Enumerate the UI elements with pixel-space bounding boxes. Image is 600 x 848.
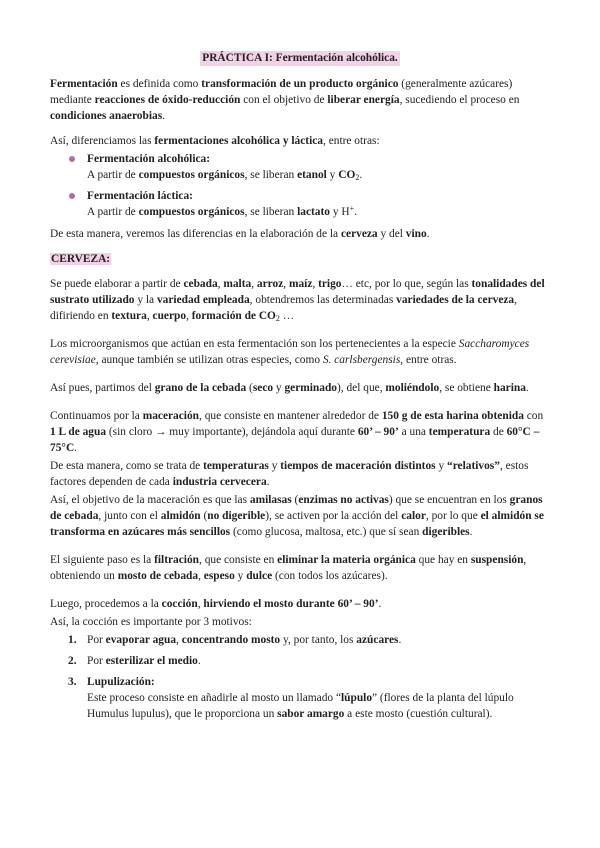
page-title: PRÁCTICA I: Fermentación alcohólica. <box>202 52 398 64</box>
lupulization-description: Este proceso consiste en añadirle al mosto un llamado “lúpulo” (flores de la planta del lúpulo Humulus lupulus), que le proporciona un sabor amargo a este mosto (cuestión cultural). <box>87 692 514 720</box>
reasons-list <box>50 632 550 690</box>
cooking-paragraph: Luego, procedemos a la cocción, hirviendo el mosto durante 60’ – 90’. <box>50 598 382 610</box>
list-item: 3. Lupulización: <box>68 676 155 688</box>
intro-paragraph: Fermentación es definida como transformación de un producto orgánico (generalmente azúcares) mediante reacciones de óxido-reducción con el objetivo de liberar energía, sucediendo el proceso en condiciones anaerobias. <box>50 78 520 122</box>
list-item: 1. Por evaporar agua, concentrando mosto y, por tanto, los azúcares. <box>68 634 402 646</box>
bullet-list <box>50 151 550 220</box>
manera-paragraph: De esta manera, veremos las diferencias en la elaboración de la cerveza y del vino. <box>50 228 430 240</box>
title-wrap <box>50 50 550 66</box>
bullet-item-lactic: Fermentación láctica: <box>50 188 550 204</box>
amylase-paragraph: Así, el objetivo de la maceración es que las amilasas (enzimas no activas) que se encuentran en los granos de cebada, junto con el almidón (no digerible), se activen por la acción del calor, por lo que el almidón se transforma en azúcares más sencillos (como glucosa, maltosa, etc.) que sí sean digeribles. <box>50 494 544 538</box>
microorganisms-paragraph: Los microorganismos que actúan en esta fermentación son los pertenecientes a la especie Saccharomyces cerevisiae, aunque también se utilizan otras especies, como S. carlsbergensis, entre otras. <box>50 338 530 366</box>
sources-paragraph: Se puede elaborar a partir de cebada, malta, arroz, maíz, trigo… etc, por lo que, según las tonalidades del sustrato utilizado y la variedad empleada, obtendremos las determinadas variedades de la cerveza, difiriendo en textura, cuerpo, formación de $CO_2$ … <box>50 278 545 323</box>
reasons-intro: Así, la cocción es importante por 3 motivos: <box>50 616 252 628</box>
bullet-item-alcoholic: Fermentación alcohólica: <box>50 151 550 167</box>
bullet-body-alcoholic: A partir de compuestos orgánicos, se liberan etanol y $CO_2$. <box>87 169 363 182</box>
bullet-dot-icon <box>69 193 75 199</box>
section-heading: CERVEZA: <box>51 253 111 265</box>
bullet-dot-icon <box>69 156 75 162</box>
types-paragraph: Así, diferenciamos las fermentaciones alcohólica y láctica, entre otras: <box>50 135 380 147</box>
bullet-body-lactic: A partir de compuestos orgánicos, se liberan lactato y H+. <box>87 204 357 218</box>
industry-paragraph: De esta manera, como se trata de temperaturas y tiempos de maceración distintos y “relativos”, estos factores dependen de cada industria cervecera. <box>50 460 529 488</box>
grain-paragraph: Así pues, partimos del grano de la cebada (seco y germinado), del que, moliéndolo, se obtiene harina. <box>50 382 529 394</box>
filtration-paragraph: El siguiente paso es la filtración, que consiste en eliminar la materia orgánica que hay en suspensión, obteniendo un mosto de cebada, espeso y dulce (con todos los azúcares). <box>50 554 527 582</box>
maceration-paragraph: Continuamos por la maceración, que consiste en mantener alrededor de 150 g de esta harina obtenida con 1 L de agua (sin cloro → muy importante), dejándola aquí durante 60’ – 90’ a una temperatura de 60°C – 75°C. <box>50 410 544 454</box>
list-item: 2. Por esterilizar el medio. <box>68 655 201 667</box>
